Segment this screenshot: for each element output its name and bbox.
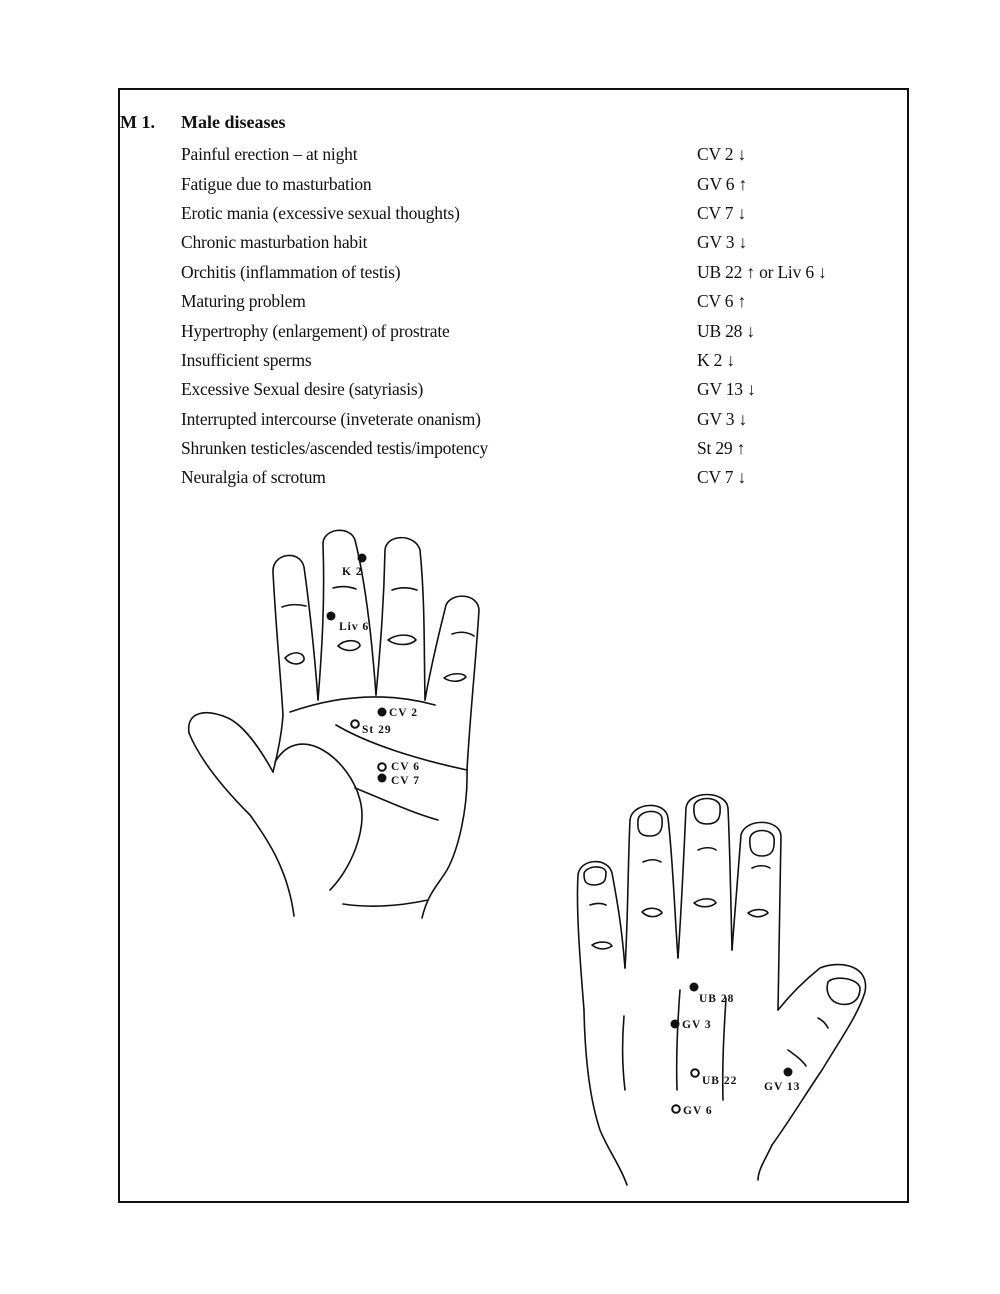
cv7-label: CV 7 <box>391 775 421 787</box>
st29-point <box>351 720 359 728</box>
ub22-label: UB 22 <box>702 1075 738 1087</box>
condition-text: Hypertrophy (enlargement) of prostrate <box>181 320 450 341</box>
cv2-label: CV 2 <box>389 707 419 719</box>
points-text: UB 22 ↑ or Liv 6 ↓ <box>697 261 827 282</box>
points-text: GV 13 ↓ <box>697 379 756 400</box>
points-text: UB 28 ↓ <box>697 320 755 341</box>
palm-hand-outline <box>189 530 479 918</box>
points-text: CV 7 ↓ <box>697 467 747 488</box>
cv6-point <box>378 763 386 771</box>
condition-text: Shrunken testicles/ascended testis/impotency <box>181 438 489 459</box>
points-text: CV 7 ↓ <box>697 202 747 223</box>
k2-label: K 2 <box>342 566 363 578</box>
cv7-point <box>378 774 387 783</box>
st29-label: St 29 <box>362 724 392 736</box>
condition-text: Neuralgia of scrotum <box>181 467 326 488</box>
points-text: GV 6 ↑ <box>697 173 748 194</box>
gv13-label: GV 13 <box>764 1081 801 1093</box>
condition-text: Insufficient sperms <box>181 349 312 370</box>
gv3-point <box>671 1020 680 1029</box>
section-number: M 1. <box>120 112 155 132</box>
k2-point <box>358 554 367 563</box>
condition-text: Orchitis (inflammation of testis) <box>181 261 401 282</box>
gv6-label: GV 6 <box>683 1105 713 1117</box>
section-title: Male diseases <box>181 112 286 132</box>
gv6-point <box>672 1105 680 1113</box>
points-text: St 29 ↑ <box>697 438 746 459</box>
points-text: GV 3 ↓ <box>697 408 748 429</box>
points-text: K 2 ↓ <box>697 349 735 370</box>
liv6-label: Liv 6 <box>339 621 370 633</box>
gv13-point <box>784 1068 793 1077</box>
cv2-point <box>378 708 387 717</box>
condition-text: Erotic mania (excessive sexual thoughts) <box>181 202 460 223</box>
condition-text: Fatigue due to masturbation <box>181 173 372 194</box>
condition-text: Excessive Sexual desire (satyriasis) <box>181 379 424 400</box>
points-text: CV 2 ↓ <box>697 144 747 165</box>
cv6-label: CV 6 <box>391 761 421 773</box>
points-text: CV 6 ↑ <box>697 291 747 312</box>
ub28-label: UB 28 <box>699 993 735 1005</box>
condition-text: Maturing problem <box>181 291 306 312</box>
condition-text: Painful erection – at night <box>181 144 358 165</box>
ub22-point <box>691 1069 699 1077</box>
condition-text: Chronic masturbation habit <box>181 232 368 253</box>
gv3-label: GV 3 <box>682 1019 712 1031</box>
ub28-point <box>690 983 699 992</box>
points-text: GV 3 ↓ <box>697 232 748 253</box>
back-hand-outline <box>577 795 865 1186</box>
liv6-point <box>327 612 336 621</box>
back-points <box>671 983 801 1118</box>
condition-text: Interrupted intercourse (inveterate onanism) <box>181 408 481 429</box>
